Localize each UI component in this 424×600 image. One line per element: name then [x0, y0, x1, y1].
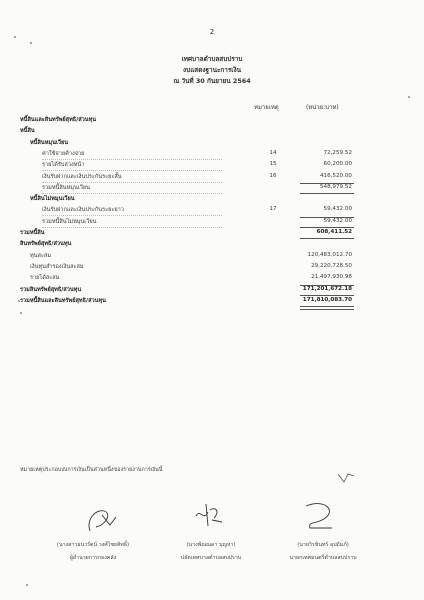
header-date: ณ วันที่ 30 กันยายน 2564	[173, 77, 251, 85]
row-note: 17	[269, 206, 277, 213]
header-org: เทศบาลตำบลสบปราบ	[181, 55, 243, 63]
label-underline	[42, 159, 222, 160]
label-underline	[42, 170, 222, 171]
row-amount: 548,979.52	[319, 183, 352, 190]
label-underline	[42, 227, 222, 228]
column-header-unit: (หน่วย:บาท)	[306, 104, 339, 111]
row-label: รวมหนี้สินหมุนเวียน	[42, 184, 90, 191]
signatory-2-name: (นางพัณณดา บุญหา)	[186, 542, 236, 548]
label-underline	[42, 215, 222, 216]
statement-row	[0, 263, 424, 273]
signature-3	[296, 498, 340, 534]
row-label: รวมหนี้สินและสินทรัพย์สุทธิ/ส่วนทุน	[20, 297, 106, 304]
statement-row	[0, 195, 424, 205]
row-label: หนี้สินและสินทรัพย์สุทธิ/ส่วนทุน	[20, 117, 97, 123]
statement-row	[0, 286, 424, 296]
row-note: 16	[269, 172, 277, 179]
total-double-rule	[300, 306, 354, 310]
total-rule	[300, 238, 354, 239]
row-amount: 416,520.00	[319, 172, 352, 179]
initials-mark	[336, 470, 356, 486]
row-amount: 120,483,012.70	[307, 251, 352, 258]
row-label: รวมหนี้สิน	[20, 230, 45, 236]
row-label: เงินรับฝากและเงินประกันระยะยาว	[42, 207, 124, 214]
row-label: ทุนสะสม	[30, 252, 52, 259]
row-label: หนี้สินหมุนเวียน	[30, 139, 69, 146]
row-amount: 60,200.00	[323, 161, 352, 168]
statement-row	[0, 127, 424, 137]
signatory-3-name: (นายวิรชินทร์ อุปถัมภ์)	[297, 542, 349, 548]
row-label: หนี้สิน	[20, 128, 35, 135]
row-label: เงินรับฝากและเงินประกันระยะสั้น	[42, 173, 122, 180]
row-amount: 59,432.00	[323, 206, 352, 213]
total-rule	[300, 217, 354, 218]
row-label: รายได้สะสม	[30, 275, 60, 282]
total-rule	[300, 183, 354, 184]
row-amount: 29,220,728.50	[311, 262, 352, 269]
statement-row	[0, 139, 424, 149]
row-amount: 171,810,083.70	[302, 296, 352, 303]
row-amount: 608,411.52	[316, 229, 352, 235]
column-header-note: หมายเหตุ	[254, 104, 279, 111]
row-amount: 72,259.52	[323, 149, 352, 156]
total-rule	[300, 227, 354, 228]
row-amount: 59,432.00	[323, 217, 352, 224]
signatory-2-position: ปลัดเทศบาลตำบลสบปราบ	[180, 555, 242, 561]
row-label: ค่าใช้จ่ายค้างจ่าย	[42, 150, 85, 157]
total-rule	[300, 295, 354, 296]
label-underline	[42, 193, 222, 194]
row-label: สินทรัพย์สุทธิ/ส่วนทุน	[20, 241, 72, 248]
footnote: หมายเหตุประกอบงบการเงินเป็นส่วนหนึ่งของรายงานการเงินนี้	[20, 467, 163, 473]
statement-row	[0, 240, 424, 250]
statement-row	[0, 274, 424, 284]
signatory-1-position: ผู้อำนวยการกองคลัง	[69, 555, 117, 561]
row-note: 14	[269, 149, 277, 156]
row-label: รวมสินทรัพย์สุทธิ/ส่วนทุน	[20, 286, 82, 293]
statement-row	[0, 252, 424, 262]
row-label: เงินทุนสำรองเงินสะสม	[30, 263, 84, 270]
row-amount: 171,201,672.18	[302, 285, 352, 292]
header-title: งบแสดงฐานะการเงิน	[183, 66, 241, 74]
statement-row	[0, 297, 424, 307]
signature-2	[190, 500, 226, 532]
statement-row	[0, 116, 424, 126]
row-label: หนี้สินไม่หมุนเวียน	[30, 196, 75, 203]
label-underline	[42, 182, 222, 183]
statement-row	[0, 229, 424, 239]
row-note: 15	[269, 161, 277, 168]
row-label: รวมหนี้สินไม่หมุนเวียน	[42, 218, 97, 225]
signature-1	[82, 505, 122, 535]
row-amount: 21,497,930.98	[311, 274, 352, 281]
signatory-1-name: (นางสาวธนวรัตน์ วงศ์ไชยสิทธิ์)	[56, 542, 130, 548]
page-number: 2	[209, 28, 215, 36]
signatory-3-position: นายกเทศมนตรีตำบลสบปราบ	[289, 555, 357, 561]
total-rule	[300, 193, 354, 194]
row-label: รายได้รับล่วงหน้า	[42, 162, 85, 169]
total-rule	[300, 285, 354, 286]
